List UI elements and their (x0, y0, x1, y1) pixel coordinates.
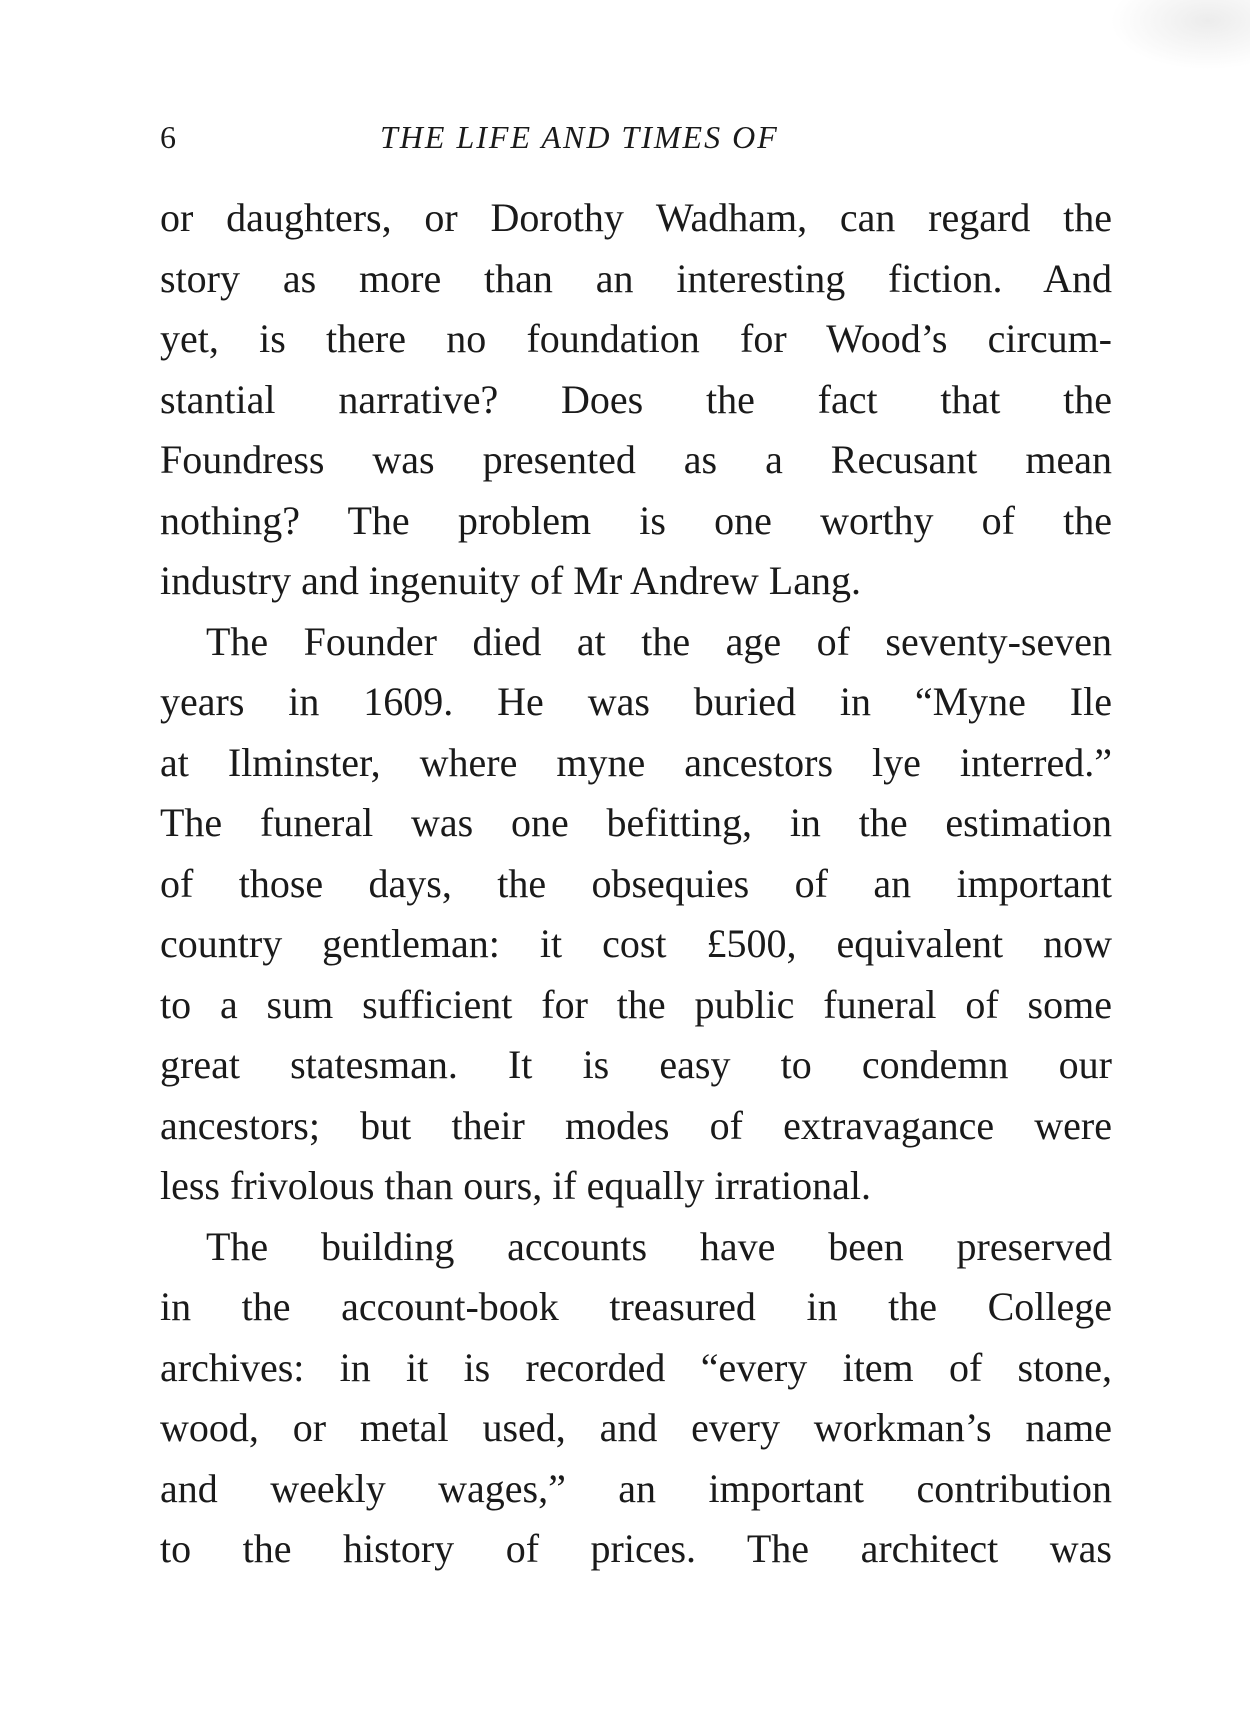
text-line: country gentleman: it cost £500, equivalent now (160, 921, 1112, 966)
running-title: THE LIFE AND TIMES OF (380, 119, 779, 155)
text-line: and weekly wages,” an important contribution (160, 1465, 1112, 1511)
text-line: Foundress was presented as a Recusant mean (160, 437, 1112, 482)
text-line: nothing? The problem is one worthy of the (160, 497, 1112, 543)
text-line: in the account-book treasured in the College (160, 1284, 1112, 1329)
text-line: story as more than an interesting fiction. And (160, 255, 1112, 301)
paragraph-3 (160, 1217, 1112, 1580)
text-line: to the history of prices. The architect was (160, 1526, 1112, 1571)
text-line: or daughters, or Dorothy Wadham, can regard the (160, 195, 1112, 240)
text-line: yet, is there no foundation for Wood’s circum- (160, 316, 1112, 361)
text-line: great statesman. It is easy to condemn our (160, 1042, 1112, 1087)
paragraph-1 (160, 188, 1112, 612)
text-line: ancestors; but their modes of extravagance were (160, 1102, 1112, 1148)
scan-smudge (1110, 0, 1250, 70)
text-line: archives: in it is recorded “every item of stone, (160, 1344, 1112, 1390)
paragraph-2 (160, 612, 1112, 1217)
text-line: at Ilminster, where myne ancestors lye interred.” (160, 739, 1112, 785)
text-line: less frivolous than ours, if equally irrational. (160, 1163, 871, 1208)
text-line: of those days, the obsequies of an important (160, 860, 1112, 906)
text-line: stantial narrative? Does the fact that the (160, 376, 1112, 422)
text-line: wood, or metal used, and every workman’s name (160, 1405, 1112, 1450)
text-line: The funeral was one befitting, in the estimation (160, 800, 1112, 845)
text-line: years in 1609. He was buried in “Myne Ile (160, 679, 1112, 724)
text-line: The building accounts have been preserved (206, 1223, 1112, 1269)
text-line: to a sum sufficient for the public funeral of some (160, 981, 1112, 1027)
page-number: 6 (160, 119, 176, 155)
page-header (160, 112, 1120, 162)
text-line: The Founder died at the age of seventy-seven (206, 618, 1112, 664)
text-line: industry and ingenuity of Mr Andrew Lang. (160, 558, 861, 603)
body-text (160, 188, 1112, 1580)
